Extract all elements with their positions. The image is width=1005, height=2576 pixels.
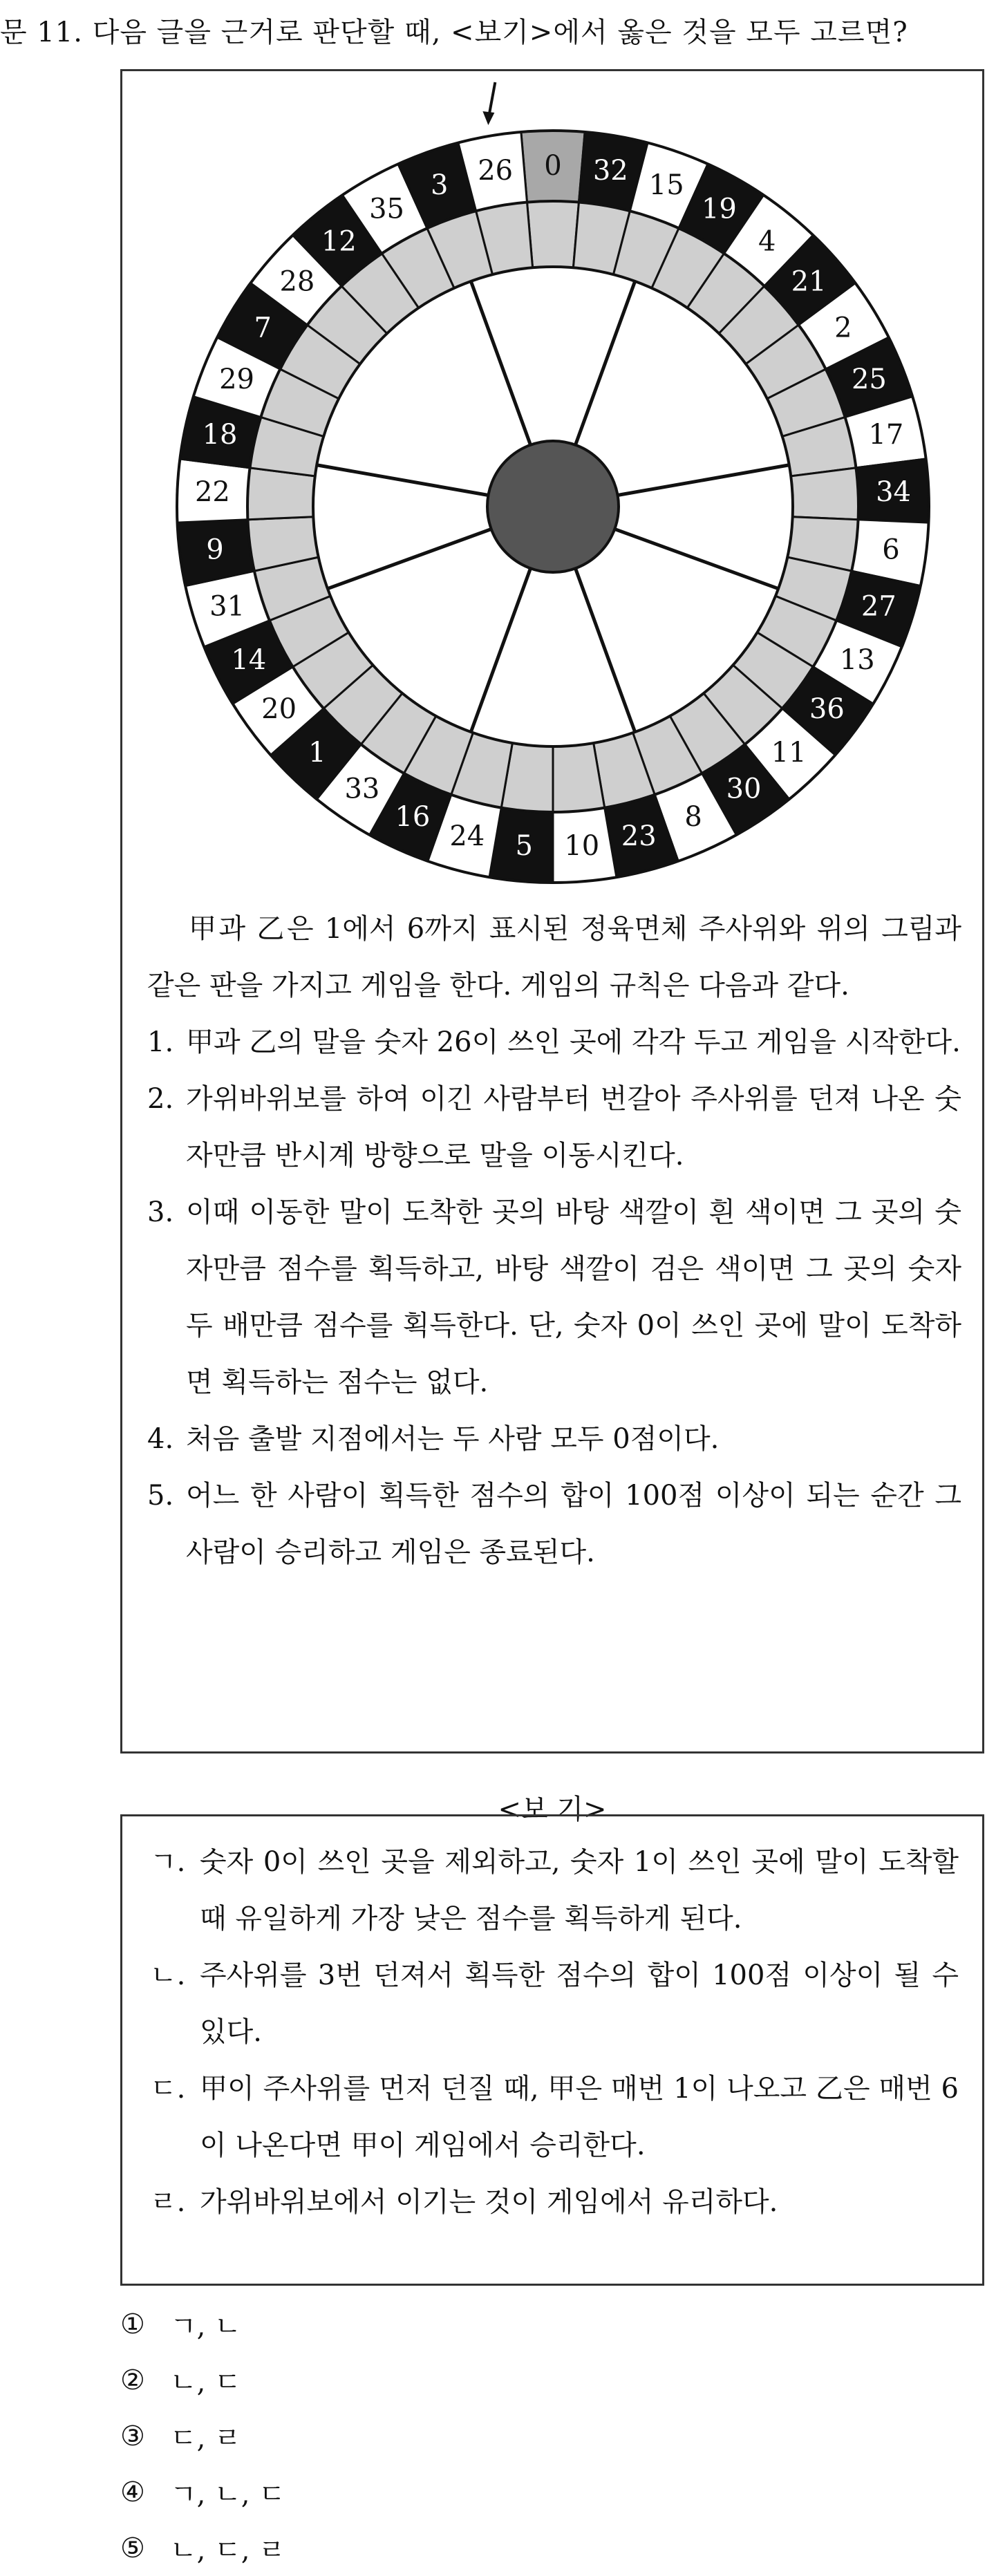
choice-text: ㄷ, ㄹ [170, 2423, 241, 2454]
pocket-number: 3 [431, 169, 449, 202]
pocket-number: 1 [308, 736, 326, 769]
passage-box [120, 69, 984, 1754]
pocket-number: 2 [834, 312, 852, 344]
rule-number: 1. [147, 1026, 174, 1058]
rule-item [147, 1184, 961, 1411]
rule-item [147, 1467, 961, 1581]
pocket-number: 14 [231, 643, 267, 676]
answer-choices [120, 2296, 285, 2576]
pocket-number: 0 [544, 150, 562, 182]
inner-segment [791, 468, 858, 520]
choice-2[interactable] [120, 2352, 285, 2408]
bogi-item [150, 2060, 959, 2174]
pocket-number: 29 [219, 364, 255, 396]
choice-3[interactable] [120, 2408, 285, 2464]
pocket-number: 6 [882, 534, 900, 566]
pocket-number: 34 [876, 476, 912, 509]
question-number: 문 11. [0, 16, 83, 48]
passage-intro: 甲과 乙은 1에서 6까지 표시된 정육면체 주사위와 위의 그림과 같은 판을 가지고 게임을 한다. 게임의 규칙은 다음과 같다. [147, 913, 961, 1002]
pocket-number: 31 [209, 590, 245, 623]
choice-number: ④ [120, 2476, 145, 2508]
pocket-number: 32 [592, 155, 628, 187]
pocket-number: 30 [726, 773, 762, 805]
pocket-number: 26 [478, 155, 514, 187]
rule-item [147, 1014, 961, 1071]
pocket-number: 20 [261, 693, 297, 726]
roulette-wheel [159, 71, 947, 887]
rule-number: 2. [147, 1083, 174, 1115]
bogi-item [150, 2174, 959, 2230]
choice-text: ㄴ, ㄷ [170, 2367, 241, 2398]
pocket-number: 11 [771, 736, 807, 769]
rule-text: 어느 한 사람이 획득한 점수의 합이 100점 이상이 되는 순간 그 사람이 승리하고 게임은 종료된다. [186, 1480, 961, 1568]
rule-item [147, 1411, 961, 1467]
pocket-number: 25 [851, 364, 887, 396]
bogi-label: ㄹ. [150, 2186, 186, 2218]
pocket-number: 12 [321, 225, 357, 258]
choice-text: ㄴ, ㄷ, ㄹ [170, 2535, 285, 2566]
pocket-number: 22 [194, 476, 230, 509]
pocket-number: 24 [449, 820, 485, 853]
pocket-number: 9 [206, 534, 224, 566]
rule-text: 처음 출발 지점에서는 두 사람 모두 0점이다. [186, 1423, 720, 1455]
choice-1[interactable] [120, 2296, 285, 2352]
pocket-number: 19 [701, 193, 737, 225]
pocket-number: 10 [564, 830, 600, 863]
choice-5[interactable] [120, 2520, 285, 2576]
pocket-number: 23 [621, 820, 657, 853]
pocket-number: 4 [758, 225, 776, 258]
bogi-text: 숫자 0이 쓰인 곳을 제외하고, 숫자 1이 쓰인 곳에 말이 도착할 때 유일하게 가장 낮은 점수를 획득하게 된다. [200, 1846, 959, 1935]
bogi-text: 주사위를 3번 던져서 획득한 점수의 합이 100점 이상이 될 수 있다. [200, 1959, 959, 2048]
wheel-hub [487, 441, 619, 572]
pocket-number: 28 [279, 265, 315, 298]
pocket-number: 27 [861, 590, 896, 623]
bogi-box [120, 1814, 984, 2286]
choice-number: ② [120, 2364, 145, 2396]
pocket-number: 36 [809, 693, 845, 726]
passage-text [147, 901, 961, 1581]
rule-number: 3. [147, 1196, 174, 1228]
rule-text: 가위바위보를 하여 이긴 사람부터 번갈아 주사위를 던져 나온 숫자만큼 반시계 방향으로 말을 이동시킨다. [186, 1083, 961, 1172]
choice-text: ㄱ, ㄴ, ㄷ [170, 2479, 285, 2510]
bogi-text: 甲이 주사위를 먼저 던질 때, 甲은 매번 1이 나오고 乙은 매번 6이 나온다면 甲이 게임에서 승리한다. [200, 2073, 959, 2161]
pocket-number: 5 [515, 830, 533, 863]
rule-number: 4. [147, 1423, 174, 1455]
bogi-label: ㄷ. [150, 2073, 186, 2105]
bogi-list [150, 1834, 959, 2230]
rule-number: 5. [147, 1480, 174, 1512]
choice-number: ⑤ [120, 2532, 145, 2564]
pocket-number: 21 [791, 265, 827, 298]
pocket-number: 13 [839, 643, 875, 676]
arrow-head-icon [482, 111, 494, 125]
choice-text: ㄱ, ㄴ [170, 2311, 241, 2342]
pocket-number: 33 [344, 773, 380, 805]
question-header [0, 0, 1005, 59]
choice-4[interactable] [120, 2464, 285, 2520]
bogi-title: <보 기> [498, 1794, 607, 1825]
question-text: 다음 글을 근거로 판단할 때, <보기>에서 옳은 것을 모두 고르면? [92, 16, 908, 48]
pocket-number: 18 [202, 419, 238, 451]
pocket-number: 17 [868, 419, 904, 451]
pocket-number: 35 [369, 193, 405, 225]
bogi-item [150, 1834, 959, 1947]
inner-segment [527, 201, 579, 267]
pocket-number: 7 [254, 312, 272, 344]
pocket-number: 15 [648, 169, 684, 202]
bogi-label: ㄴ. [150, 1959, 186, 1991]
pocket-number: 16 [395, 801, 431, 834]
rule-item [147, 1071, 961, 1184]
bogi-item [150, 1947, 959, 2060]
bogi-label: ㄱ. [150, 1846, 186, 1878]
choice-number: ③ [120, 2420, 145, 2452]
pocket-number: 8 [684, 801, 702, 834]
rule-text: 甲과 乙의 말을 숫자 26이 쓰인 곳에 각각 두고 게임을 시작한다. [186, 1026, 961, 1058]
rule-text: 이때 이동한 말이 도착한 곳의 바탕 색깔이 흰 색이면 그 곳의 숫자만큼 점수를 획득하고, 바탕 색깔이 검은 색이면 그 곳의 숫자 두 배만큼 점수를 획득한다. 단, 숫자 0이 쓰인 곳에 말이 도착하면 획득하는 점수는 없다. [186, 1196, 961, 1398]
choice-number: ① [120, 2308, 145, 2340]
bogi-text: 가위바위보에서 이기는 것이 게임에서 유리하다. [200, 2186, 778, 2218]
